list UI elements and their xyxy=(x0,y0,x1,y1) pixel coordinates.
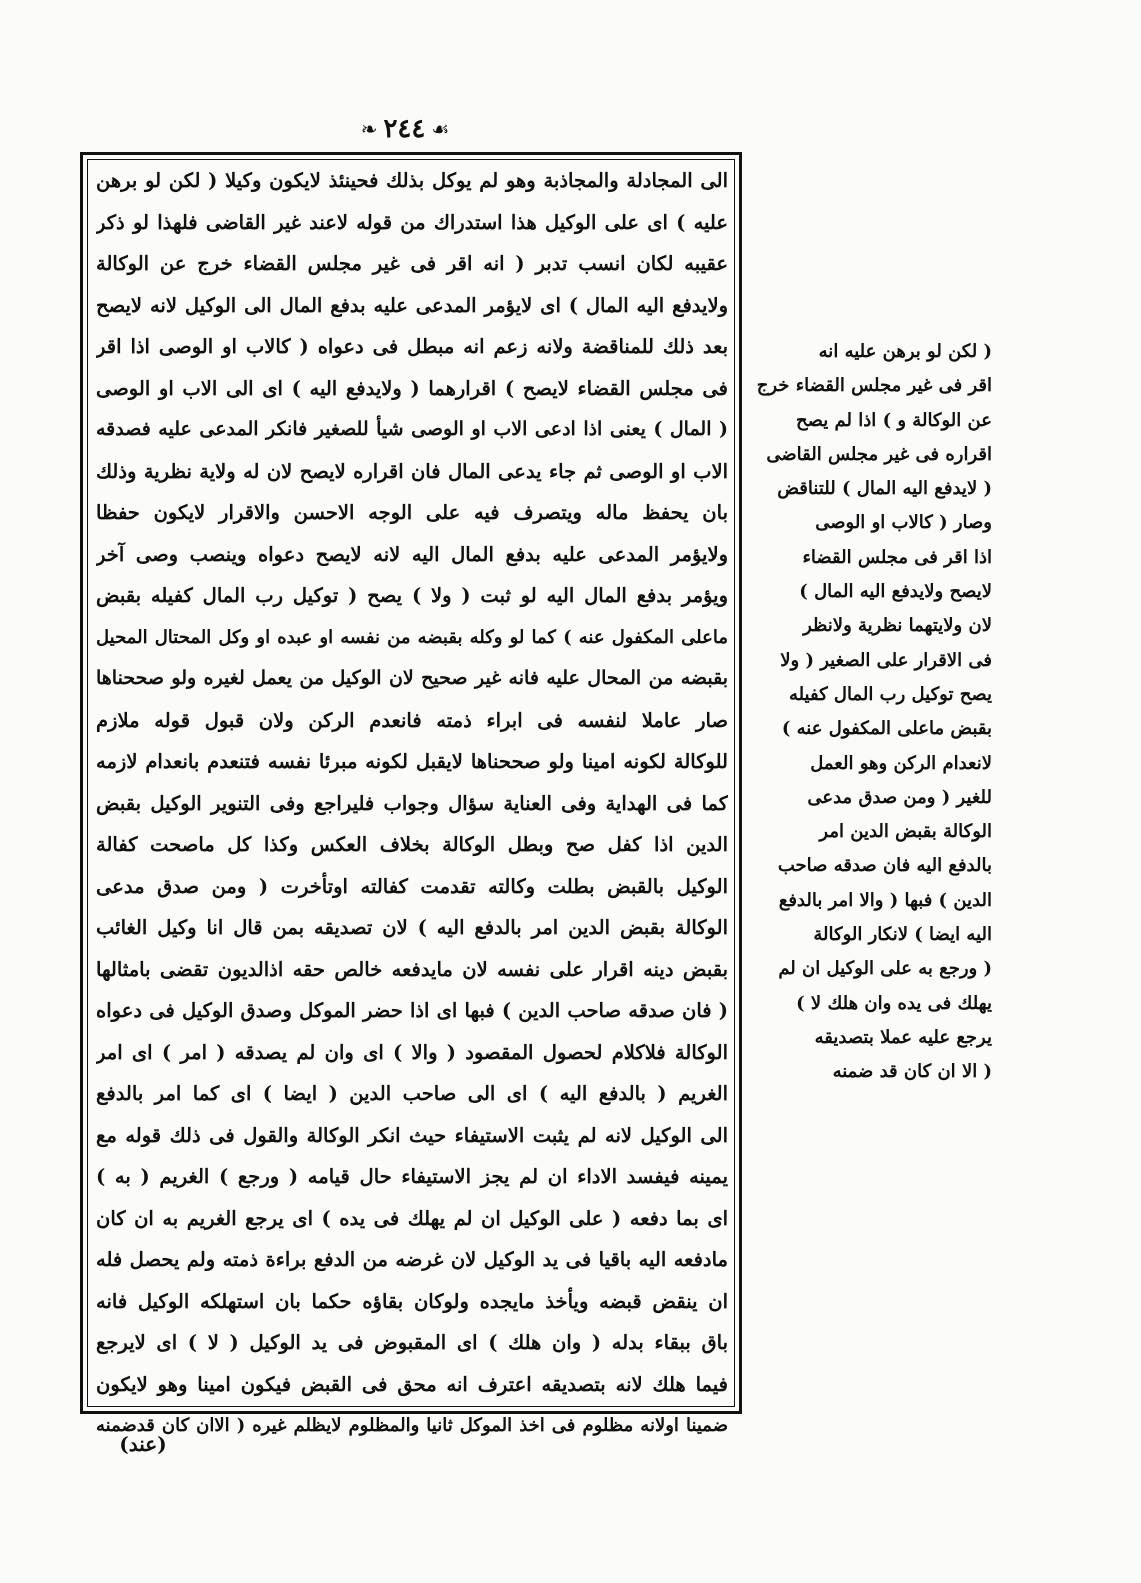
right-ornament-icon: ☙ xyxy=(431,117,450,141)
main-text-line: ماعلى المكفول عنه ) كما لو وكله بقبضه من نفسه او عبده او وكل المحتال المحيل xyxy=(96,626,728,648)
main-text-line: مادفعه اليه باقيا فى يد الوكيل لان غرضه من الدفع براءة ذمته ولم يحصل فله xyxy=(96,1248,728,1271)
margin-text-line: لايصح ولايدفع اليه المال ) xyxy=(799,581,992,603)
main-text-line: الغريم ( بالدفع اليه ) اى الى صاحب الدين ( ايضا ) اى كما امر بالدفع xyxy=(96,1082,728,1105)
catchword: (عند) xyxy=(119,1432,167,1456)
main-text-line: عقيبه لكان انسب تدبر ( انه اقر فى غير مجلس القضاء خرج عن الوكالة xyxy=(96,252,728,275)
main-text-line: الدين اذا كفل صح وبطل الوكالة بخلاف العكس وكذا كل ماصحت كفالة xyxy=(96,833,728,856)
main-text-line: الوكيل بالقبض بطلت وكالته تقدمت كفالته اوتأخرت ( ومن صدق مدعى xyxy=(96,874,728,898)
main-text-line: يمينه فيفسد الاداء ان لم يجز الاستيفاء حال قيامه ( ورجع ) الغريم ( به ) xyxy=(96,1165,728,1188)
margin-text-line: يصح توكيل رب المال كفيله xyxy=(788,683,992,705)
margin-text-line: وصار ( كالاب او الوصى xyxy=(815,512,992,534)
margin-text-line: بالدفع اليه فان صدقه صاحب xyxy=(777,855,992,877)
page-number: ٢٤٤ xyxy=(383,114,426,144)
margin-text-line: اليه ايضا ) لانكار الوكالة xyxy=(813,924,992,946)
margin-text-line: الدين ) فبها ( والا امر بالدفع xyxy=(778,889,992,911)
margin-text-line: فى الاقرار على الصغير ( ولا xyxy=(780,649,992,671)
main-text-line: اى بما دفعه ( على الوكيل ان لم يهلك فى يده ) اى يرجع الغريم به ان كان xyxy=(96,1206,728,1230)
main-text-line: الى المجادلة والمجاذبة وهو لم يوكل بذلك فحينئذ لايكون وكيلا ( لكن لو برهن xyxy=(96,169,728,192)
main-text-line: الى الوكيل لانه لم يثبت الاستيفاء حيث انكر الوكالة والقول فى ذلك قوله مع xyxy=(96,1123,728,1147)
margin-text-line: يهلك فى يده وان هلك لا ) xyxy=(796,992,992,1014)
main-text-line: بقبض دينه اقرار على نفسه لان مايدفعه خالص حقه اذالديون تقضى بامثالها xyxy=(96,957,728,981)
main-text-line: الوكالة بقبض الدين امر بالدفع اليه ) لان تصديقه بمن قال انا وكيل الغائب xyxy=(96,916,728,939)
main-text-line: عليه ) اى على الوكيل هذا استدراك من قوله لاعند غير القاضى فلهذا لو ذكر xyxy=(96,210,728,234)
margin-text-line: ( لكن لو برهن عليه انه xyxy=(818,341,992,362)
margin-text-line: ( الا ان كان قد ضمنه xyxy=(832,1061,992,1083)
margin-text-line: لانعدام الركن وهو العمل xyxy=(810,752,992,774)
main-text-line: بان يحفظ ماله ويتصرف فيه على الوجه الاحسن والاقرار لايكون حفظا xyxy=(96,501,728,524)
margin-text-line: اقر فى غير مجلس القضاء خرج xyxy=(756,375,992,397)
main-text-line: بقبضه من المحال عليه فانه غير صحيح لان الوكيل من يعمل لغيره ولو صححناها xyxy=(96,667,728,689)
margin-text-line: اقراره فى غير مجلس القاضى xyxy=(766,443,992,465)
main-text-line: فيما هلك لانه بتصديقه اعترف انه محق فى القبض فيكون امينا وهو لايكون xyxy=(96,1372,728,1396)
left-ornament-icon: ❧ xyxy=(360,117,378,141)
page-header xyxy=(340,112,470,146)
margin-text-line: الوكالة بقبض الدين امر xyxy=(819,821,992,843)
main-text-line: ضمينا اولانه مظلوم فى اخذ الموكل ثانيا والمظلوم لايظلم غيره ( الاان كان قدضمنه xyxy=(96,1415,728,1436)
main-text-line: ( المال ) يعنى اذا ادعى الاب او الوصى شيأ للصغير فانكر المدعى عليه فصدقه xyxy=(96,418,728,440)
main-text-line: ويؤمر بدفع المال اليه لو ثبت ( ولا ) يصح ( توكيل رب المال كفيله بقبض xyxy=(96,584,728,607)
main-text-line: صار عاملا لنفسه فى ابراء ذمته فانعدم الركن ولان قبول قوله ملازم xyxy=(96,708,728,732)
main-text-body xyxy=(96,160,728,1447)
main-text-line: ( فان صدقه صاحب الدين ) فبها اى اذا حضر الموكل وصدق الوكيل فى دعواه xyxy=(96,999,728,1022)
main-text-line: الوكالة فلاكلام لحصول المقصود ( والا ) اى وان لم يصدقه ( امر ) اى امر xyxy=(96,1040,728,1064)
main-text-line: ولايدفع اليه المال ) اى لايؤمر المدعى عليه بدفع المال الى الوكيل لانه لايصح xyxy=(96,293,728,317)
margin-text-line: اذا اقر فى مجلس القضاء xyxy=(802,546,992,568)
margin-text-line: يرجع عليه عملا بتصديقه xyxy=(814,1026,992,1048)
main-text-line: كما فى الهداية وفى العناية سؤال وجواب فليراجع وفى التنوير الوكيل بقبض xyxy=(96,791,728,815)
margin-text-line: بقبض ماعلى المكفول عنه ) xyxy=(781,718,992,740)
main-text-line: للوكالة لكونه امينا ولو صححناها لايقبل لكونه مبرئا نفسه فتنعدم بانعدام لازمه xyxy=(96,750,728,773)
main-text-line: الاب او الوصى ثم جاء يدعى المال فان اقراره لايصح لان له ولاية نظرية وذلك xyxy=(96,459,728,483)
main-text-line: بعد ذلك للمناقضة ولانه زعم انه مبطل فى دعواه ( كالاب او الوصى اذا اقر xyxy=(96,335,728,358)
margin-text-line: ( لايدفع اليه المال ) للتناقض xyxy=(777,478,992,500)
margin-text-line: للغير ( ومن صدق مدعى xyxy=(807,786,992,808)
margin-commentary xyxy=(752,335,992,1090)
main-text-line: ان ينقض قبضه ويأخذ مايجده ولوكان بقاؤه حكما بان استهلكه الوكيل فانه xyxy=(96,1289,728,1313)
main-text-line: فى مجلس القضاء لايصح ) اقرارهما ( ولايدفع اليه ) اى الى الاب او الوصى xyxy=(96,376,728,400)
main-text-line: باق ببقاء بدله ( وان هلك ) اى المقبوض فى يد الوكيل ( لا ) اى لايرجع xyxy=(96,1331,728,1354)
margin-text-line: لان ولايتهما نظرية ولانظر xyxy=(803,615,992,637)
margin-text-line: عن الوكالة و ) اذا لم يصح xyxy=(796,409,992,431)
margin-text-line: ( ورجع به على الوكيل ان لم xyxy=(778,958,992,980)
main-text-line: ولايؤمر المدعى عليه بدفع المال اليه لانه لايصح دعواه وينصب وصى آخر xyxy=(96,542,728,566)
